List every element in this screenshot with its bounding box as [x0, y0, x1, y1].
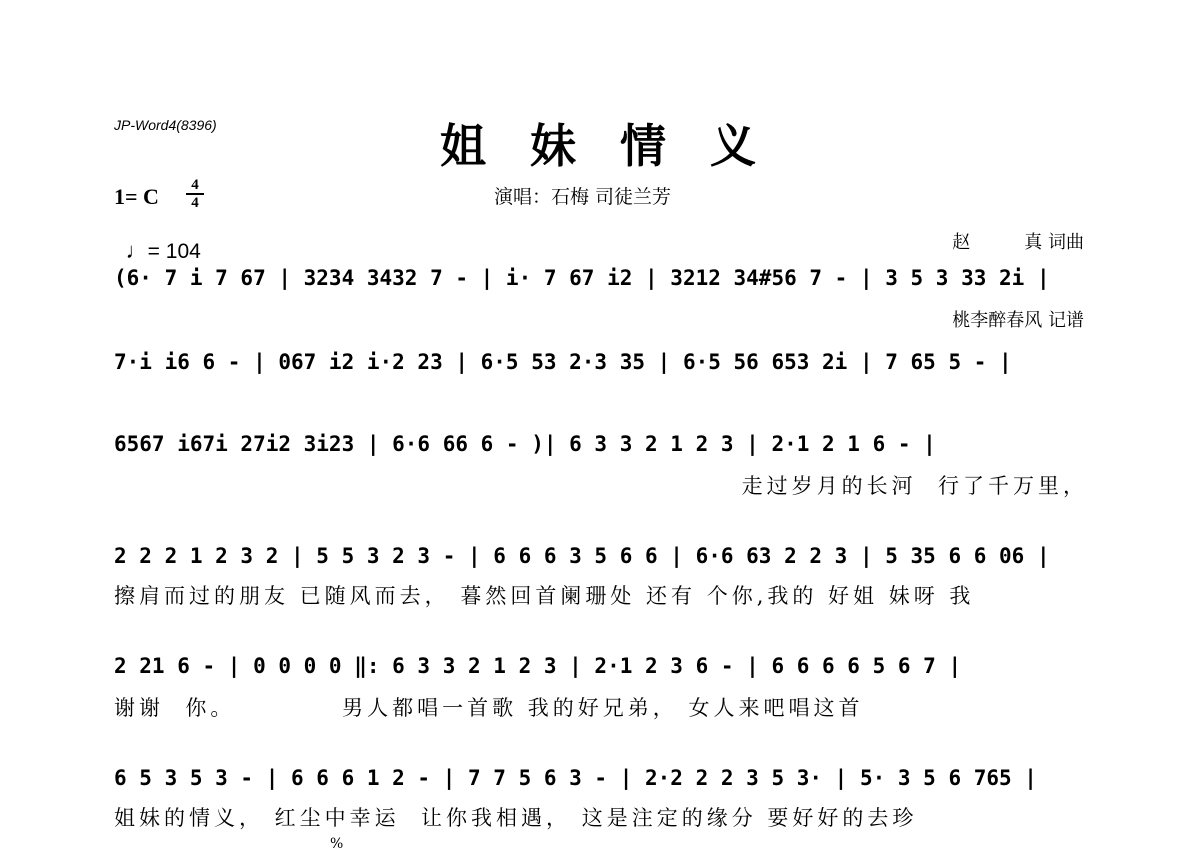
score-line-4-lyrics: 擦肩而过的朋友 已随风而去， 暮然回首阑珊处 还有 个你,我的 好姐 妹呀 我 [114, 584, 975, 608]
tempo-marking [114, 214, 201, 264]
score-line-1-notes: (6· 7 i 7 67 | 3234 3432 7 - | i· 7 67 i2 | 3212 34#56 7 - | 3 5 3 33 2i | [114, 266, 1050, 290]
score-line-6-notes: 6 5 3 5 3 - | 6 6 6 1 2 - | 7 7 5 6 3 - | 2·2 2 2 3 5 3· | 5· 3 5 6 765 | [114, 766, 1037, 790]
key-signature: 1= C [114, 184, 159, 209]
time-signature-bottom: 4 [191, 195, 199, 211]
score-line-4-notes: 2 2 2 1 2 3 2 | 5 5 3 2 3 - | 6 6 6 3 5 6 6 | 6·6 63 2 2 3 | 5 35 6 6 06 | [114, 544, 1050, 568]
software-label: JP-Word4(8396) [114, 117, 217, 133]
lyricist-composer: 赵 真 词曲 [952, 232, 1084, 253]
quarter-note-icon: ♩ [125, 238, 148, 263]
tempo-value: = 104 [147, 240, 201, 263]
singer-credit: 演唱：石梅 司徒兰芳 [494, 186, 672, 208]
score-line-2-notes: 7·i i6 6 - | 067 i2 i·2 23 | 6·5 53 2·3 35 | 6·5 56 653 2i | 7 65 5 - | [114, 350, 1012, 374]
song-title: 姐 妹 情 义 [440, 119, 771, 173]
segno-icon: % [330, 836, 344, 852]
time-signature [186, 178, 204, 210]
score-line-5-lyrics: 谢谢 你。 男人都唱一首歌 我的好兄弟， 女人来吧唱这首 [114, 696, 864, 720]
time-signature-top: 4 [191, 177, 199, 193]
transcriber: 桃李醉春风 记谱 [952, 310, 1084, 331]
score-line-3-lyrics: 走过岁月的长河 行了千万里， [741, 474, 1088, 498]
score-line-5-notes: 2 21 6 - | 0 0 0 0 ‖: 6 3 3 2 1 2 3 | 2·1 2 3 6 - | 6 6 6 6 5 6 7 | [114, 654, 962, 678]
score-line-3-notes: 6567 i67i 27i2 3i23 | 6·6 66 6 - )| 6 3 3 2 1 2 3 | 2·1 2 1 6 - | [114, 432, 936, 456]
score-line-6-lyrics: 姐妹的情义， 红尘中幸运 让你我相遇， 这是注定的缘分 要好好的去珍 [114, 806, 918, 830]
